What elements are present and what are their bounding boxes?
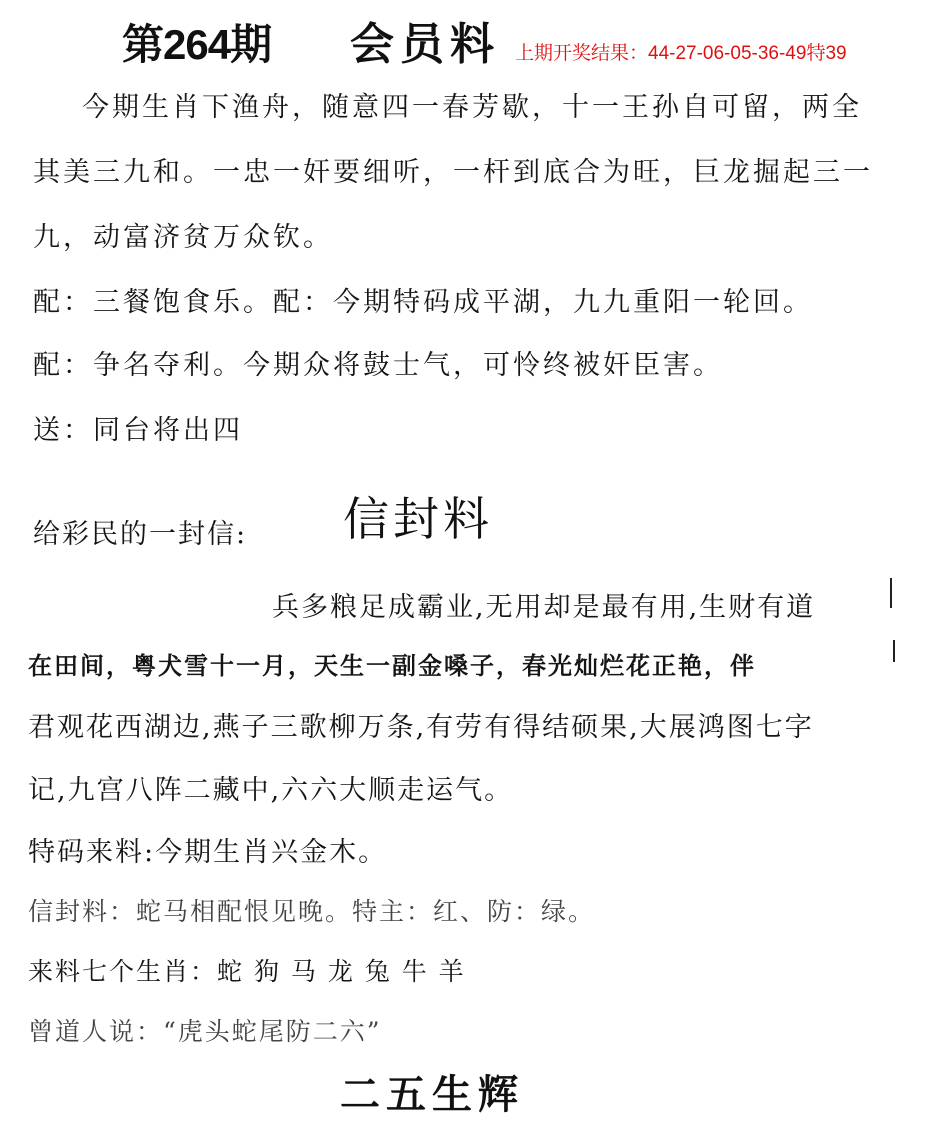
issue-number: 第264期 (122, 21, 272, 68)
poem-line-1: 今期生肖下渔舟，随意四一春芳歇，十一王孙自可留，两全 (82, 92, 862, 123)
seven-zodiac-line: 来料七个生肖：蛇 狗 马 龙 兔 牛 羊 (28, 957, 466, 986)
xinfeng-line: 信封料：蛇马相配恨见晚。特主：红、防：绿。 (28, 897, 596, 926)
letter-line-3: 君观花西湖边,燕子三歌柳万条,有劳有得结硕果,大展鸿图七字 (28, 712, 814, 743)
letter-heading: 给彩民的一封信: (33, 519, 248, 550)
scan-edge-mark (890, 578, 892, 608)
scan-edge-mark (893, 640, 895, 662)
letter-title: 信封料 (343, 492, 493, 546)
letter-line-4: 记,九宫八阵二藏中,六六大顺走运气。 (28, 775, 514, 806)
poem-line-2: 其美三九和。一忠一奸要细听，一杆到底合为旺，巨龙掘起三一 (33, 157, 873, 188)
pei-line-1: 配：三餐饱食乐。配：今期特码成平湖，九九重阳一轮回。 (33, 287, 813, 318)
last-draw-result: 上期开奖结果：44-27-06-05-36-49特39 (515, 43, 847, 64)
footer-title: 二五生辉 (340, 1071, 524, 1118)
letter-line-1: 兵多粮足成霸业,无用却是最有用,生财有道 (272, 592, 816, 623)
song-line: 送：同台将出四 (33, 415, 243, 446)
letter-line-2: 在田间，粤犬雪十一月，天生一副金嗓子，春光灿烂花正艳，伴 (28, 651, 756, 680)
member-title: 会员料 (350, 19, 500, 70)
tema-line: 特码来料:今期生肖兴金木。 (28, 837, 388, 868)
daoren-line: 曾道人说：“虎头蛇尾防二六” (28, 1017, 382, 1046)
poem-line-3: 九，动富济贫万众钦。 (33, 222, 333, 253)
pei-line-2: 配：争名夺利。今期众将鼓士气，可怜终被奸臣害。 (33, 350, 723, 381)
